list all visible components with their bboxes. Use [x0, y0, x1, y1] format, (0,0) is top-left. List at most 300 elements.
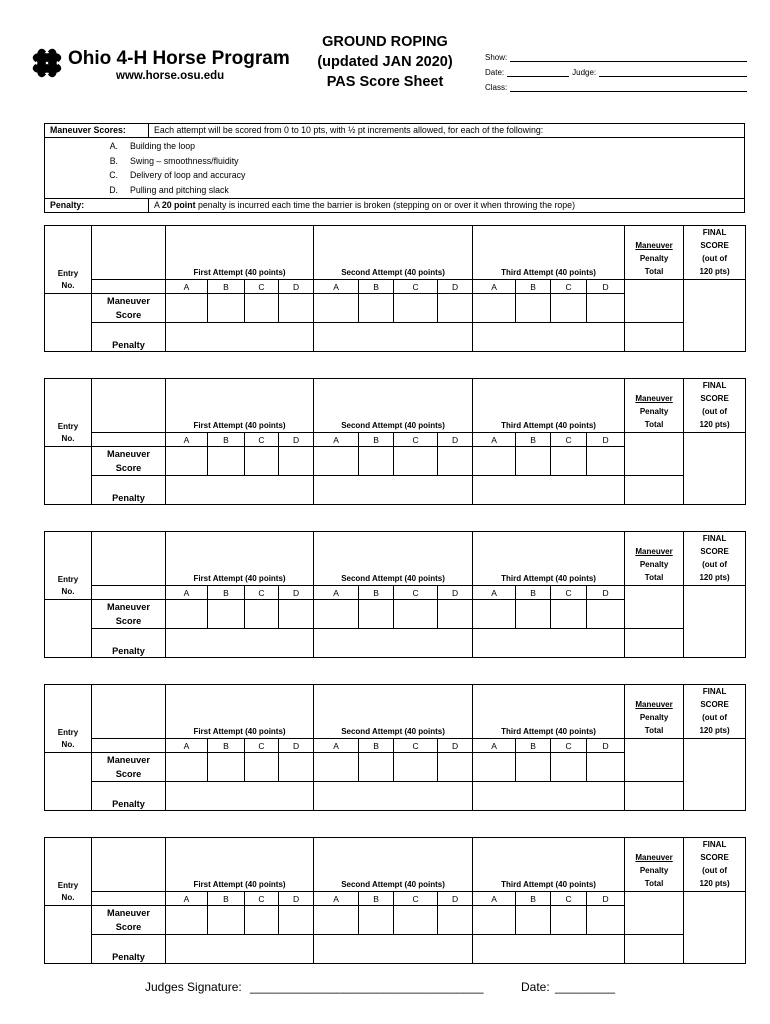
- criterion-letter: A: [166, 280, 208, 294]
- mp-header-line: Maneuver: [635, 853, 673, 862]
- score-cell[interactable]: [279, 600, 314, 629]
- score-cell[interactable]: [587, 294, 625, 323]
- final-header-line: 120 pts): [699, 726, 730, 735]
- score-cell[interactable]: [394, 294, 438, 323]
- criterion-letter: A: [166, 586, 208, 600]
- spacer-cell: [92, 892, 166, 906]
- penalty-row-label: Penalty: [92, 476, 166, 505]
- score-cell[interactable]: [208, 753, 245, 782]
- criterion-letter: D: [438, 280, 473, 294]
- score-cell[interactable]: [438, 753, 473, 782]
- entry-header-line: No.: [61, 434, 75, 443]
- score-cell[interactable]: [516, 906, 551, 935]
- final-header-line: SCORE: [700, 547, 729, 556]
- score-cell[interactable]: [394, 447, 438, 476]
- criterion-letter: D: [438, 586, 473, 600]
- maneuver-penalty-total-cell[interactable]: [625, 892, 684, 935]
- second-attempt-penalty-cell[interactable]: [314, 629, 473, 658]
- final-score-header: [684, 685, 746, 739]
- score-cell[interactable]: [551, 753, 587, 782]
- maneuver-score-label: [92, 753, 166, 782]
- second-attempt-header: Second Attempt (40 points): [314, 532, 473, 586]
- rule-item: [50, 139, 739, 154]
- criterion-letter: C: [551, 433, 587, 447]
- mp-header-line: Penalty: [639, 407, 669, 416]
- spacer-cell: [92, 280, 166, 294]
- criterion-letter: B: [516, 280, 551, 294]
- entry-header-line: Entry: [57, 575, 79, 584]
- score-cell[interactable]: [394, 753, 438, 782]
- mp-header-line: Total: [644, 573, 664, 582]
- third-attempt-penalty-cell[interactable]: [473, 782, 625, 811]
- rule-item: [50, 154, 739, 169]
- score-cell[interactable]: [166, 906, 208, 935]
- maneuver-penalty-total-header: [625, 685, 684, 739]
- final-header-line: FINAL: [702, 840, 727, 849]
- criterion-letter: A: [473, 433, 516, 447]
- score-cell[interactable]: [473, 906, 516, 935]
- criterion-letter: C: [551, 739, 587, 753]
- rule-item-text: Pulling and pitching slack: [130, 184, 229, 195]
- criterion-letter: B: [516, 433, 551, 447]
- final-header-line: (out of: [702, 560, 727, 569]
- criterion-letter: B: [516, 892, 551, 906]
- score-cell[interactable]: [438, 600, 473, 629]
- show-label: Show:: [485, 53, 508, 62]
- maneuver-score-line: Score: [115, 463, 142, 473]
- score-cell[interactable]: [245, 906, 279, 935]
- third-attempt-penalty-cell[interactable]: [473, 476, 625, 505]
- criterion-letter: B: [359, 433, 394, 447]
- penalty-total-cell[interactable]: [625, 782, 684, 811]
- mp-header-line: Maneuver: [635, 241, 673, 250]
- class-field[interactable]: [510, 83, 747, 92]
- mp-header-line: Maneuver: [635, 547, 673, 556]
- criterion-letter: B: [359, 739, 394, 753]
- mp-header-line: Penalty: [639, 866, 669, 875]
- penalty-row-label: Penalty: [92, 629, 166, 658]
- final-score-cell[interactable]: [684, 280, 746, 352]
- penalty-total-cell[interactable]: [625, 629, 684, 658]
- date-label: Date:: [521, 980, 550, 994]
- score-cell[interactable]: [394, 600, 438, 629]
- maneuver-score-line: Score: [115, 769, 142, 779]
- criterion-letter: A: [166, 892, 208, 906]
- entry-score-block: [44, 225, 746, 352]
- second-attempt-penalty-cell[interactable]: [314, 323, 473, 352]
- final-header-line: SCORE: [700, 700, 729, 709]
- score-cell[interactable]: [551, 906, 587, 935]
- score-cell[interactable]: [394, 906, 438, 935]
- final-header-line: 120 pts): [699, 573, 730, 582]
- score-cell[interactable]: [438, 447, 473, 476]
- criterion-letter: D: [587, 280, 625, 294]
- criterion-letter: A: [166, 739, 208, 753]
- second-attempt-header: Second Attempt (40 points): [314, 226, 473, 280]
- score-cell[interactable]: [208, 600, 245, 629]
- criterion-letter: A: [473, 892, 516, 906]
- spacer-cell: [92, 685, 166, 739]
- maneuver-penalty-total-header: [625, 226, 684, 280]
- maneuver-score-label: [92, 906, 166, 935]
- spacer-cell: [92, 379, 166, 433]
- first-attempt-header: First Attempt (40 points): [166, 685, 314, 739]
- criterion-letter: A: [166, 433, 208, 447]
- score-cell[interactable]: [359, 600, 394, 629]
- third-attempt-header: Third Attempt (40 points): [473, 379, 625, 433]
- criterion-letter: C: [394, 280, 438, 294]
- score-cell[interactable]: [438, 294, 473, 323]
- maneuver-score-line: Score: [115, 616, 142, 626]
- final-header-line: SCORE: [700, 853, 729, 862]
- entry-no-cell[interactable]: [45, 906, 92, 964]
- final-header-line: 120 pts): [699, 267, 730, 276]
- spacer-cell: [92, 586, 166, 600]
- second-attempt-header: Second Attempt (40 points): [314, 838, 473, 892]
- maneuver-penalty-total-cell[interactable]: [625, 280, 684, 323]
- maneuver-penalty-total-cell[interactable]: [625, 586, 684, 629]
- penalty-total-cell[interactable]: [625, 476, 684, 505]
- criterion-letter: B: [208, 433, 245, 447]
- score-cell[interactable]: [587, 600, 625, 629]
- maneuver-penalty-total-cell[interactable]: [625, 739, 684, 782]
- entry-header-line: Entry: [57, 422, 79, 431]
- score-cell[interactable]: [516, 600, 551, 629]
- rule-item: [50, 168, 739, 183]
- entry-header-line: Entry: [57, 881, 79, 890]
- penalty-rule: [149, 199, 745, 213]
- criterion-letter: A: [473, 280, 516, 294]
- score-cell[interactable]: [314, 294, 359, 323]
- score-cell[interactable]: [473, 600, 516, 629]
- entry-no-cell[interactable]: [45, 753, 92, 811]
- criterion-letter: A: [473, 586, 516, 600]
- criterion-letter: B: [208, 892, 245, 906]
- criterion-letter: D: [279, 739, 314, 753]
- show-field[interactable]: [510, 53, 747, 62]
- page-title: [300, 32, 470, 92]
- score-cell[interactable]: [314, 906, 359, 935]
- first-attempt-header: First Attempt (40 points): [166, 532, 314, 586]
- score-cell[interactable]: [279, 294, 314, 323]
- maneuver-score-line: Maneuver: [107, 296, 150, 306]
- final-header-line: FINAL: [702, 228, 727, 237]
- spacer-cell: [92, 226, 166, 280]
- maneuver-score-label: [92, 447, 166, 476]
- third-attempt-penalty-cell[interactable]: [473, 323, 625, 352]
- final-header-line: (out of: [702, 866, 727, 875]
- criterion-letter: B: [359, 586, 394, 600]
- third-attempt-penalty-cell[interactable]: [473, 629, 625, 658]
- final-score-cell[interactable]: [684, 586, 746, 658]
- criterion-letter: D: [438, 433, 473, 447]
- entry-header-line: No.: [61, 587, 75, 596]
- criterion-letter: A: [314, 739, 359, 753]
- org-name: Ohio 4-H Horse Program: [68, 48, 290, 69]
- entry-no-header: [45, 532, 92, 600]
- entry-no-header: [45, 226, 92, 294]
- criterion-letter: C: [551, 586, 587, 600]
- maneuver-score-line: Maneuver: [107, 908, 150, 918]
- criterion-letter: D: [279, 586, 314, 600]
- criterion-letter: C: [394, 892, 438, 906]
- penalty-row-label: Penalty: [92, 782, 166, 811]
- criterion-letter: C: [551, 280, 587, 294]
- final-score-header: [684, 838, 746, 892]
- website-url: www.horse.osu.edu: [116, 70, 225, 82]
- entry-score-block: [44, 684, 746, 811]
- score-cell[interactable]: [208, 906, 245, 935]
- title-line: (updated JAN 2020): [317, 54, 453, 70]
- score-cell[interactable]: [166, 600, 208, 629]
- third-attempt-penalty-cell[interactable]: [473, 935, 625, 964]
- maneuver-score-label: [92, 600, 166, 629]
- entry-header-line: No.: [61, 281, 75, 290]
- maneuver-scores-intro: Each attempt will be scored from 0 to 10 pts, with ½ pt increments allowed, for each of the following:: [149, 124, 745, 138]
- spacer-cell: [92, 433, 166, 447]
- criterion-letter: D: [587, 892, 625, 906]
- score-cell[interactable]: [473, 447, 516, 476]
- score-cell[interactable]: [166, 294, 208, 323]
- penalty-prefix: A: [154, 200, 162, 210]
- final-header-line: FINAL: [702, 534, 727, 543]
- criterion-letter: D: [279, 892, 314, 906]
- second-attempt-header: Second Attempt (40 points): [314, 379, 473, 433]
- rule-item-letter: A.: [109, 141, 118, 151]
- score-cell[interactable]: [314, 447, 359, 476]
- show-info-fields: [485, 47, 747, 92]
- final-score-cell[interactable]: [684, 433, 746, 505]
- score-cell[interactable]: [359, 294, 394, 323]
- entry-header-line: No.: [61, 893, 75, 902]
- penalty-points: 20 point: [161, 200, 196, 210]
- first-attempt-penalty-cell[interactable]: [166, 782, 314, 811]
- criterion-letter: C: [245, 586, 279, 600]
- criterion-letter: A: [314, 280, 359, 294]
- mp-header-line: Total: [644, 267, 664, 276]
- score-cell[interactable]: [516, 753, 551, 782]
- entry-no-header: [45, 685, 92, 753]
- score-cell[interactable]: [245, 753, 279, 782]
- entry-score-block: [44, 531, 746, 658]
- second-attempt-header: Second Attempt (40 points): [314, 685, 473, 739]
- spacer-cell: [92, 838, 166, 892]
- final-header-line: SCORE: [700, 241, 729, 250]
- maneuver-score-line: Maneuver: [107, 755, 150, 765]
- criterion-letter: D: [587, 586, 625, 600]
- criterion-letter: A: [314, 433, 359, 447]
- entry-no-cell[interactable]: [45, 600, 92, 658]
- rule-item-text: Delivery of loop and accuracy: [130, 170, 246, 180]
- score-cell[interactable]: [245, 294, 279, 323]
- final-header-line: (out of: [702, 254, 727, 263]
- final-header-line: FINAL: [702, 381, 727, 390]
- penalty-total-cell[interactable]: [625, 935, 684, 964]
- mp-header-line: Penalty: [639, 713, 669, 722]
- score-cell[interactable]: [516, 447, 551, 476]
- criterion-letter: C: [245, 892, 279, 906]
- score-cell[interactable]: [551, 294, 587, 323]
- final-header-line: SCORE: [700, 394, 729, 403]
- maneuver-score-line: Score: [115, 922, 142, 932]
- score-cell[interactable]: [359, 447, 394, 476]
- date-label: Date:: [485, 68, 505, 77]
- rule-item-text: Building the loop: [130, 141, 196, 151]
- final-score-header: [684, 532, 746, 586]
- rule-item-letter: B.: [109, 155, 118, 166]
- third-attempt-header: Third Attempt (40 points): [473, 226, 625, 280]
- four-leaf-clover-icon: [30, 46, 64, 82]
- score-cell[interactable]: [208, 447, 245, 476]
- maneuver-score-line: Maneuver: [107, 602, 150, 612]
- rule-item-letter: D.: [109, 184, 118, 195]
- final-score-header: [684, 226, 746, 280]
- score-cell[interactable]: [279, 447, 314, 476]
- judge-field[interactable]: [599, 68, 747, 77]
- judges-signature-field[interactable]: ___________________________________: [250, 980, 484, 994]
- second-attempt-penalty-cell[interactable]: [314, 782, 473, 811]
- criterion-letter: B: [516, 586, 551, 600]
- criterion-letter: B: [208, 280, 245, 294]
- maneuver-score-line: Maneuver: [107, 449, 150, 459]
- score-cell[interactable]: [587, 906, 625, 935]
- mp-header-line: Maneuver: [635, 700, 673, 709]
- first-attempt-penalty-cell[interactable]: [166, 935, 314, 964]
- entry-no-cell[interactable]: [45, 447, 92, 505]
- criterion-letter: D: [279, 280, 314, 294]
- criterion-letter: C: [394, 739, 438, 753]
- score-cell[interactable]: [516, 294, 551, 323]
- score-cell[interactable]: [208, 294, 245, 323]
- spacer-cell: [92, 532, 166, 586]
- maneuver-penalty-total-header: [625, 379, 684, 433]
- criterion-letter: D: [438, 739, 473, 753]
- criterion-letter: D: [279, 433, 314, 447]
- criterion-letter: C: [394, 433, 438, 447]
- mp-header-line: Penalty: [639, 254, 669, 263]
- entry-no-cell[interactable]: [45, 294, 92, 352]
- rule-item-letter: C.: [109, 170, 118, 180]
- rule-item-text: Swing – smoothness/fluidity: [130, 155, 239, 166]
- entry-score-block: [44, 378, 746, 505]
- mp-header-line: Penalty: [639, 560, 669, 569]
- second-attempt-penalty-cell[interactable]: [314, 476, 473, 505]
- entry-header-line: No.: [61, 740, 75, 749]
- first-attempt-penalty-cell[interactable]: [166, 629, 314, 658]
- score-cell[interactable]: [587, 753, 625, 782]
- criterion-letter: B: [208, 586, 245, 600]
- maneuver-score-label: [92, 294, 166, 323]
- first-attempt-penalty-cell[interactable]: [166, 323, 314, 352]
- maneuver-scores-label: Maneuver Scores:: [45, 124, 149, 138]
- rule-item: [50, 183, 739, 198]
- penalty-label: Penalty:: [45, 199, 149, 213]
- criterion-letter: C: [394, 586, 438, 600]
- score-cell[interactable]: [314, 753, 359, 782]
- final-header-line: 120 pts): [699, 879, 730, 888]
- score-cell[interactable]: [279, 906, 314, 935]
- maneuver-penalty-total-cell[interactable]: [625, 433, 684, 476]
- criterion-letter: C: [245, 280, 279, 294]
- spacer-cell: [92, 739, 166, 753]
- second-attempt-penalty-cell[interactable]: [314, 935, 473, 964]
- criterion-letter: D: [587, 433, 625, 447]
- third-attempt-header: Third Attempt (40 points): [473, 532, 625, 586]
- third-attempt-header: Third Attempt (40 points): [473, 838, 625, 892]
- third-attempt-header: Third Attempt (40 points): [473, 685, 625, 739]
- score-cell[interactable]: [551, 447, 587, 476]
- judges-signature-label: Judges Signature:: [145, 980, 242, 994]
- score-cell[interactable]: [473, 294, 516, 323]
- entry-header-line: Entry: [57, 269, 79, 278]
- criterion-letter: C: [245, 433, 279, 447]
- score-cell[interactable]: [473, 753, 516, 782]
- penalty-row-label: Penalty: [92, 323, 166, 352]
- final-score-cell[interactable]: [684, 892, 746, 964]
- score-cell[interactable]: [245, 447, 279, 476]
- mp-header-line: Total: [644, 420, 664, 429]
- criterion-letter: D: [438, 892, 473, 906]
- score-cell[interactable]: [359, 753, 394, 782]
- final-score-header: [684, 379, 746, 433]
- criterion-letter: C: [245, 739, 279, 753]
- entry-header-line: Entry: [57, 728, 79, 737]
- score-cell[interactable]: [359, 906, 394, 935]
- penalty-suffix: penalty is incurred each time the barrier is broken (stepping on or over it when throwing the rope): [195, 200, 576, 210]
- score-cell[interactable]: [245, 600, 279, 629]
- class-label: Class:: [485, 83, 508, 92]
- final-score-cell[interactable]: [684, 739, 746, 811]
- score-cell[interactable]: [587, 447, 625, 476]
- criterion-letter: B: [359, 280, 394, 294]
- entry-no-header: [45, 379, 92, 447]
- first-attempt-header: First Attempt (40 points): [166, 226, 314, 280]
- scoring-rules-table: [44, 123, 745, 213]
- date-field[interactable]: _________: [555, 980, 616, 994]
- final-header-line: (out of: [702, 713, 727, 722]
- score-cell[interactable]: [166, 447, 208, 476]
- penalty-total-cell[interactable]: [625, 323, 684, 352]
- judge-label: Judge:: [572, 68, 597, 77]
- score-cell[interactable]: [438, 906, 473, 935]
- maneuver-score-line: Score: [115, 310, 142, 320]
- score-cell[interactable]: [166, 753, 208, 782]
- first-attempt-penalty-cell[interactable]: [166, 476, 314, 505]
- first-attempt-header: First Attempt (40 points): [166, 838, 314, 892]
- criterion-letter: B: [208, 739, 245, 753]
- score-cell[interactable]: [551, 600, 587, 629]
- score-cell[interactable]: [314, 600, 359, 629]
- entry-score-block: [44, 837, 746, 964]
- date-field[interactable]: [507, 68, 569, 77]
- final-header-line: 120 pts): [699, 420, 730, 429]
- final-header-line: FINAL: [702, 687, 727, 696]
- criterion-letter: A: [314, 892, 359, 906]
- first-attempt-header: First Attempt (40 points): [166, 379, 314, 433]
- title-line: GROUND ROPING: [322, 34, 448, 50]
- maneuver-penalty-total-header: [625, 838, 684, 892]
- criterion-letter: C: [551, 892, 587, 906]
- mp-header-line: Total: [644, 726, 664, 735]
- criterion-letter: B: [359, 892, 394, 906]
- mp-header-line: Maneuver: [635, 394, 673, 403]
- score-cell[interactable]: [279, 753, 314, 782]
- criterion-letter: D: [587, 739, 625, 753]
- criterion-letter: B: [516, 739, 551, 753]
- title-line: PAS Score Sheet: [326, 74, 444, 90]
- maneuver-penalty-total-header: [625, 532, 684, 586]
- mp-header-line: Total: [644, 879, 664, 888]
